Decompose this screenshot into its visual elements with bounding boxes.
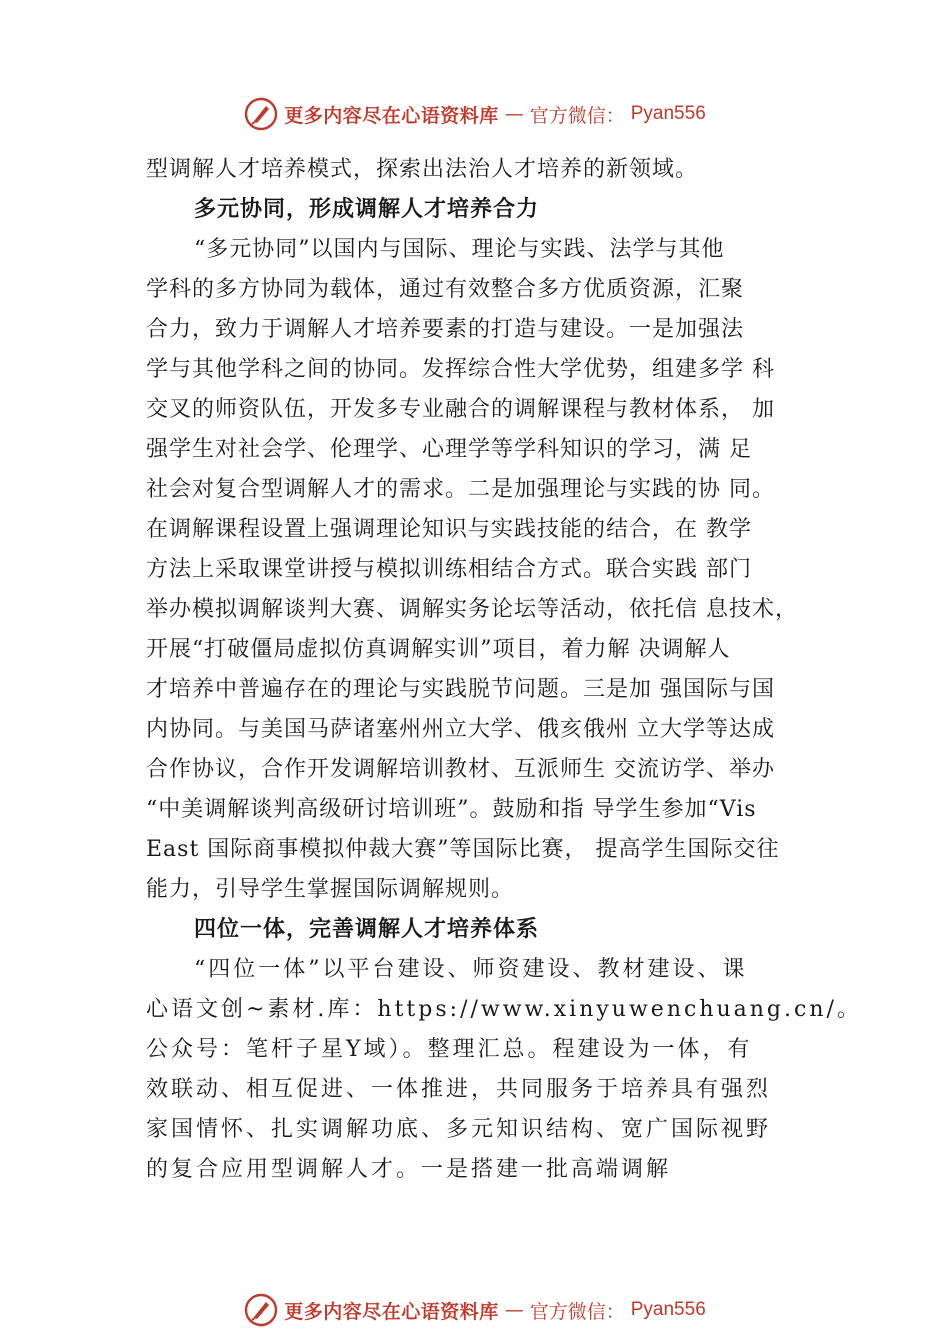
banner-label: 更多内容尽在心语资料库 <box>284 104 499 127</box>
banner-wechat-label: 官方微信： <box>529 1300 625 1323</box>
paragraph-line: “四位一体”以平台建设、师资建设、教材建设、课 <box>194 957 748 982</box>
paragraph-line: 方法上采取课堂讲授与模拟训练相结合方式。联合实践 部门 <box>146 557 752 582</box>
paragraph-line: 合作协议，合作开发调解培训教材、互派师生 交流访学、举办 <box>146 757 775 782</box>
banner-label: 更多内容尽在心语资料库 <box>284 1300 499 1323</box>
paragraph-line: 心语文创~素材.库：https://www.xinyuwenchuang.cn/。 <box>146 997 862 1022</box>
paragraph-line: 家国情怀、扎实调解功底、多元知识结构、宽广国际视野 <box>146 1117 772 1142</box>
paragraph-line: 才培养中普遍存在的理论与实践脱节问题。三是加 强国际与国 <box>146 677 775 702</box>
paragraph-line: 强学生对社会学、伦理学、心理学等学科知识的学习，满 足 <box>146 437 752 462</box>
paragraph-line: “中美调解谈判高级研讨培训班”。鼓励和指 导学生参加“Vis <box>146 797 757 822</box>
paragraph-line: 社会对复合型调解人才的需求。二是加强理论与实践的协 同。 <box>146 477 775 502</box>
section-heading: 四位一体，完善调解人才培养体系 <box>194 917 540 942</box>
quill-pen-logo-icon <box>244 97 278 131</box>
paragraph-line: “多元协同”以国内与国际、理论与实践、法学与其他 <box>194 237 725 262</box>
paragraph-line: 举办模拟调解谈判大赛、调解实务论坛等活动，依托信 息技术， <box>146 597 798 622</box>
paragraph-line: 交叉的师资队伍，开发多专业融合的调解课程与教材体系， 加 <box>146 397 775 422</box>
paragraph-line: 效联动、相互促进、一体推进，共同服务于培养具有强烈 <box>146 1077 772 1102</box>
banner-wechat-id: Pyan556 <box>630 1299 706 1320</box>
banner-separator: — <box>504 1299 524 1321</box>
banner-wechat-label: 官方微信： <box>529 104 625 127</box>
paragraph-line: 在调解课程设置上强调理论知识与实践技能的结合，在 教学 <box>146 517 752 542</box>
header-banner <box>0 94 950 134</box>
paragraph-line: 的复合应用型调解人才。一是搭建一批高端调解 <box>146 1157 672 1182</box>
paragraph-line: 合力，致力于调解人才培养要素的打造与建设。一是加强法 <box>146 317 745 342</box>
quill-pen-logo-icon <box>244 1293 278 1327</box>
document-body <box>146 150 862 1190</box>
footer-banner <box>0 1290 950 1330</box>
paragraph-line: 开展“打破僵局虚拟仿真调解实训”项目，着力解 决调解人 <box>146 637 731 662</box>
banner-separator: — <box>504 103 524 125</box>
section-heading: 多元协同，形成调解人才培养合力 <box>194 197 540 222</box>
paragraph-line: East 国际商事模拟仲裁大赛”等国际比赛， 提高学生国际交往 <box>146 837 780 862</box>
paragraph-line: 内协同。与美国马萨诸塞州州立大学、俄亥俄州 立大学等达成 <box>146 717 775 742</box>
paragraph-line: 能力，引导学生掌握国际调解规则。 <box>146 877 515 902</box>
paragraph-line: 型调解人才培养模式，探索出法治人才培养的新领域。 <box>146 157 699 182</box>
paragraph-line: 学与其他学科之间的协同。发挥综合性大学优势，组建多学 科 <box>146 357 775 382</box>
paragraph-line: 公众号：笔杆子星Y域）。整理汇总。程建设为一体，有 <box>146 1037 753 1062</box>
paragraph-line: 学科的多方协同为载体，通过有效整合多方优质资源，汇聚 <box>146 277 745 302</box>
banner-wechat-id: Pyan556 <box>630 103 706 124</box>
